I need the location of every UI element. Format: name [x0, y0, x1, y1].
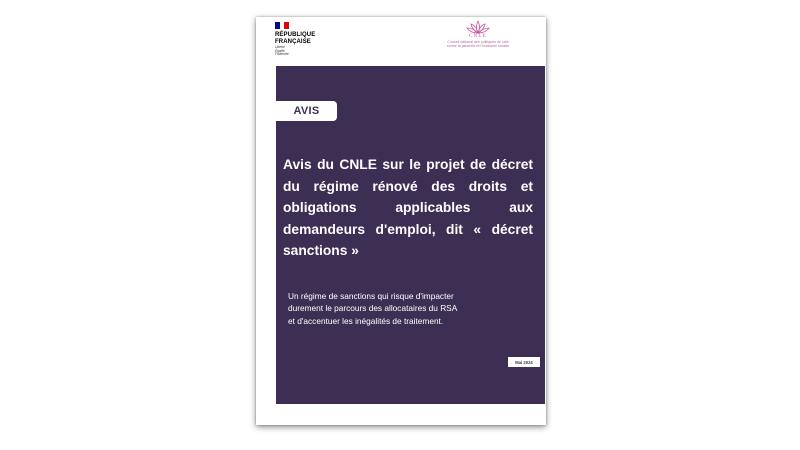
document-type-tab: AVIS: [276, 101, 337, 121]
lotus-logo-icon: [465, 20, 491, 34]
document-cover-page: [256, 17, 546, 425]
cnle-logo: [428, 20, 528, 48]
republique-francaise-motto: Liberté Égalité Fraternité: [275, 45, 289, 57]
cover-header: [256, 17, 546, 66]
cnle-subtitle: Conseil national des politiques de lutte contre la pauvreté et l'exclusion sociale: [446, 40, 510, 48]
flag-red-stripe: [284, 22, 289, 29]
cnle-name: CNLE: [469, 34, 487, 39]
document-title: Avis du CNLE sur le projet de décret du régime rénové des droits et obligations applicables aux demandeurs d'emploi, dit « décret sanctions »: [283, 157, 533, 258]
publication-date-badge: Mai 2024: [508, 357, 540, 367]
french-flag-icon: [275, 22, 289, 29]
republique-francaise-logo: [275, 22, 315, 57]
cover-title-band: [276, 66, 545, 404]
document-subtitle: Un régime de sanctions qui risque d'impacter durement le parcours des allocataires du RSA et d'accentuer les inégalités de traitement.: [288, 291, 458, 326]
republique-francaise-title: RÉPUBLIQUE FRANÇAISE: [275, 32, 316, 45]
